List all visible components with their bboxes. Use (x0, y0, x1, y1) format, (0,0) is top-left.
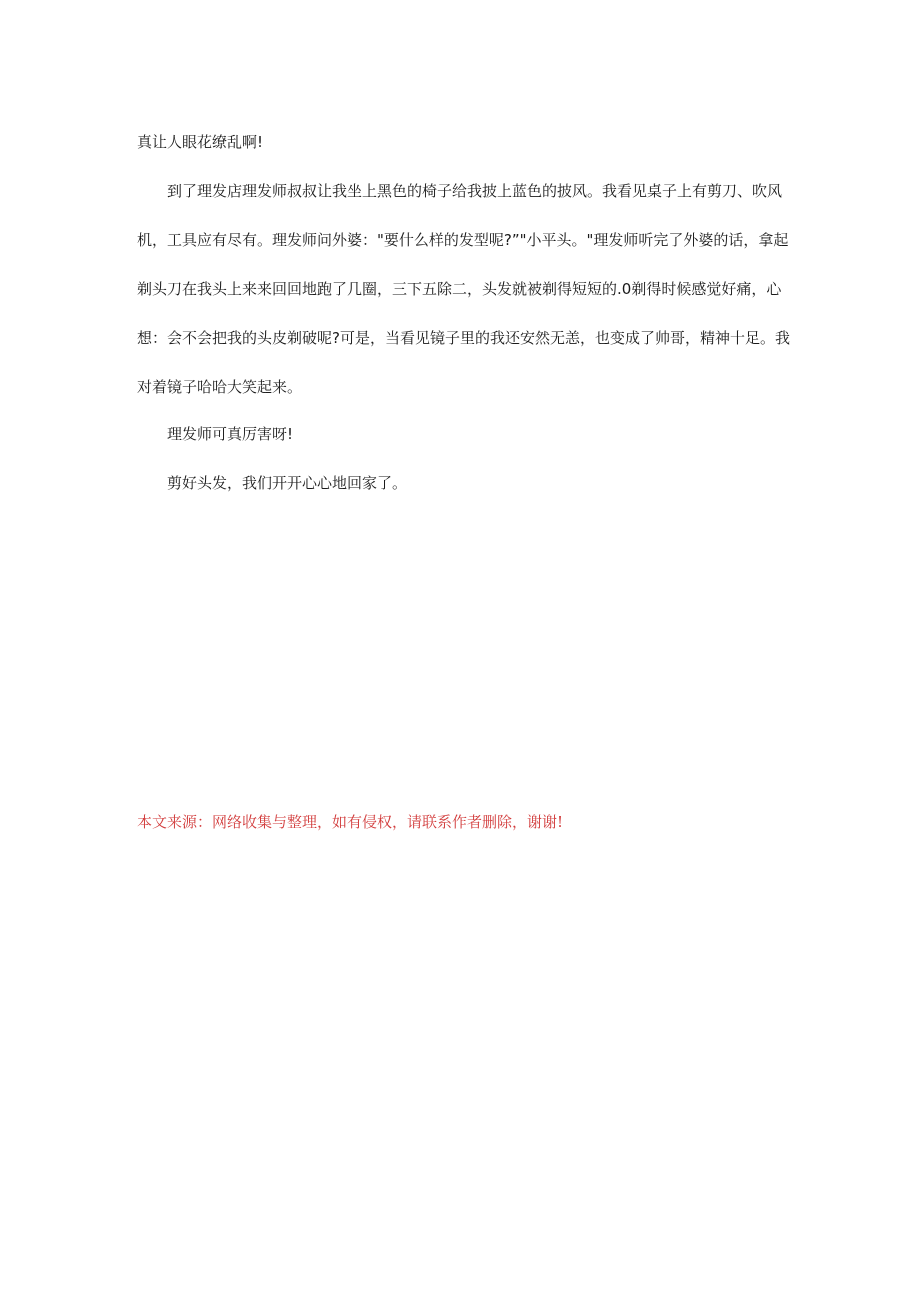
source-note: 本文来源：网络收集与整理，如有侵权，请联系作者删除，谢谢! (137, 813, 564, 831)
paragraph-line: 想：会不会把我的头皮剃破呢?可是，当看见镜子里的我还安然无恙，也变成了帅哥，精神十足。我 (137, 329, 790, 347)
paragraph-line: 机，工具应有尽有。理发师问外婆："要什么样的发型呢?”"小平头。"理发师听完了外婆的话，拿起 (137, 231, 789, 249)
paragraph-line: 真让人眼花缭乱啊! (137, 133, 264, 151)
paragraph-1 (137, 118, 787, 167)
paragraph-line: 剃头刀在我头上来来回回地跑了几圈，三下五除二，头发就被剃得短短的.0剃得时候感觉好痛，心 (137, 280, 782, 298)
paragraph-line: 理发师可真厉害呀! (167, 425, 294, 443)
paragraph-2 (137, 167, 790, 412)
paragraph-line: 到了理发店理发师叔叔让我坐上黑色的椅子给我披上蓝色的披风。我看见桌子上有剪刀、吹风 (167, 182, 783, 200)
paragraph-3 (137, 410, 787, 459)
paragraph-4 (137, 459, 787, 508)
paragraph-line: 剪好头发，我们开开心心地回家了。 (167, 474, 408, 492)
paragraph-line: 对着镜子哈哈大笑起来。 (137, 378, 303, 396)
